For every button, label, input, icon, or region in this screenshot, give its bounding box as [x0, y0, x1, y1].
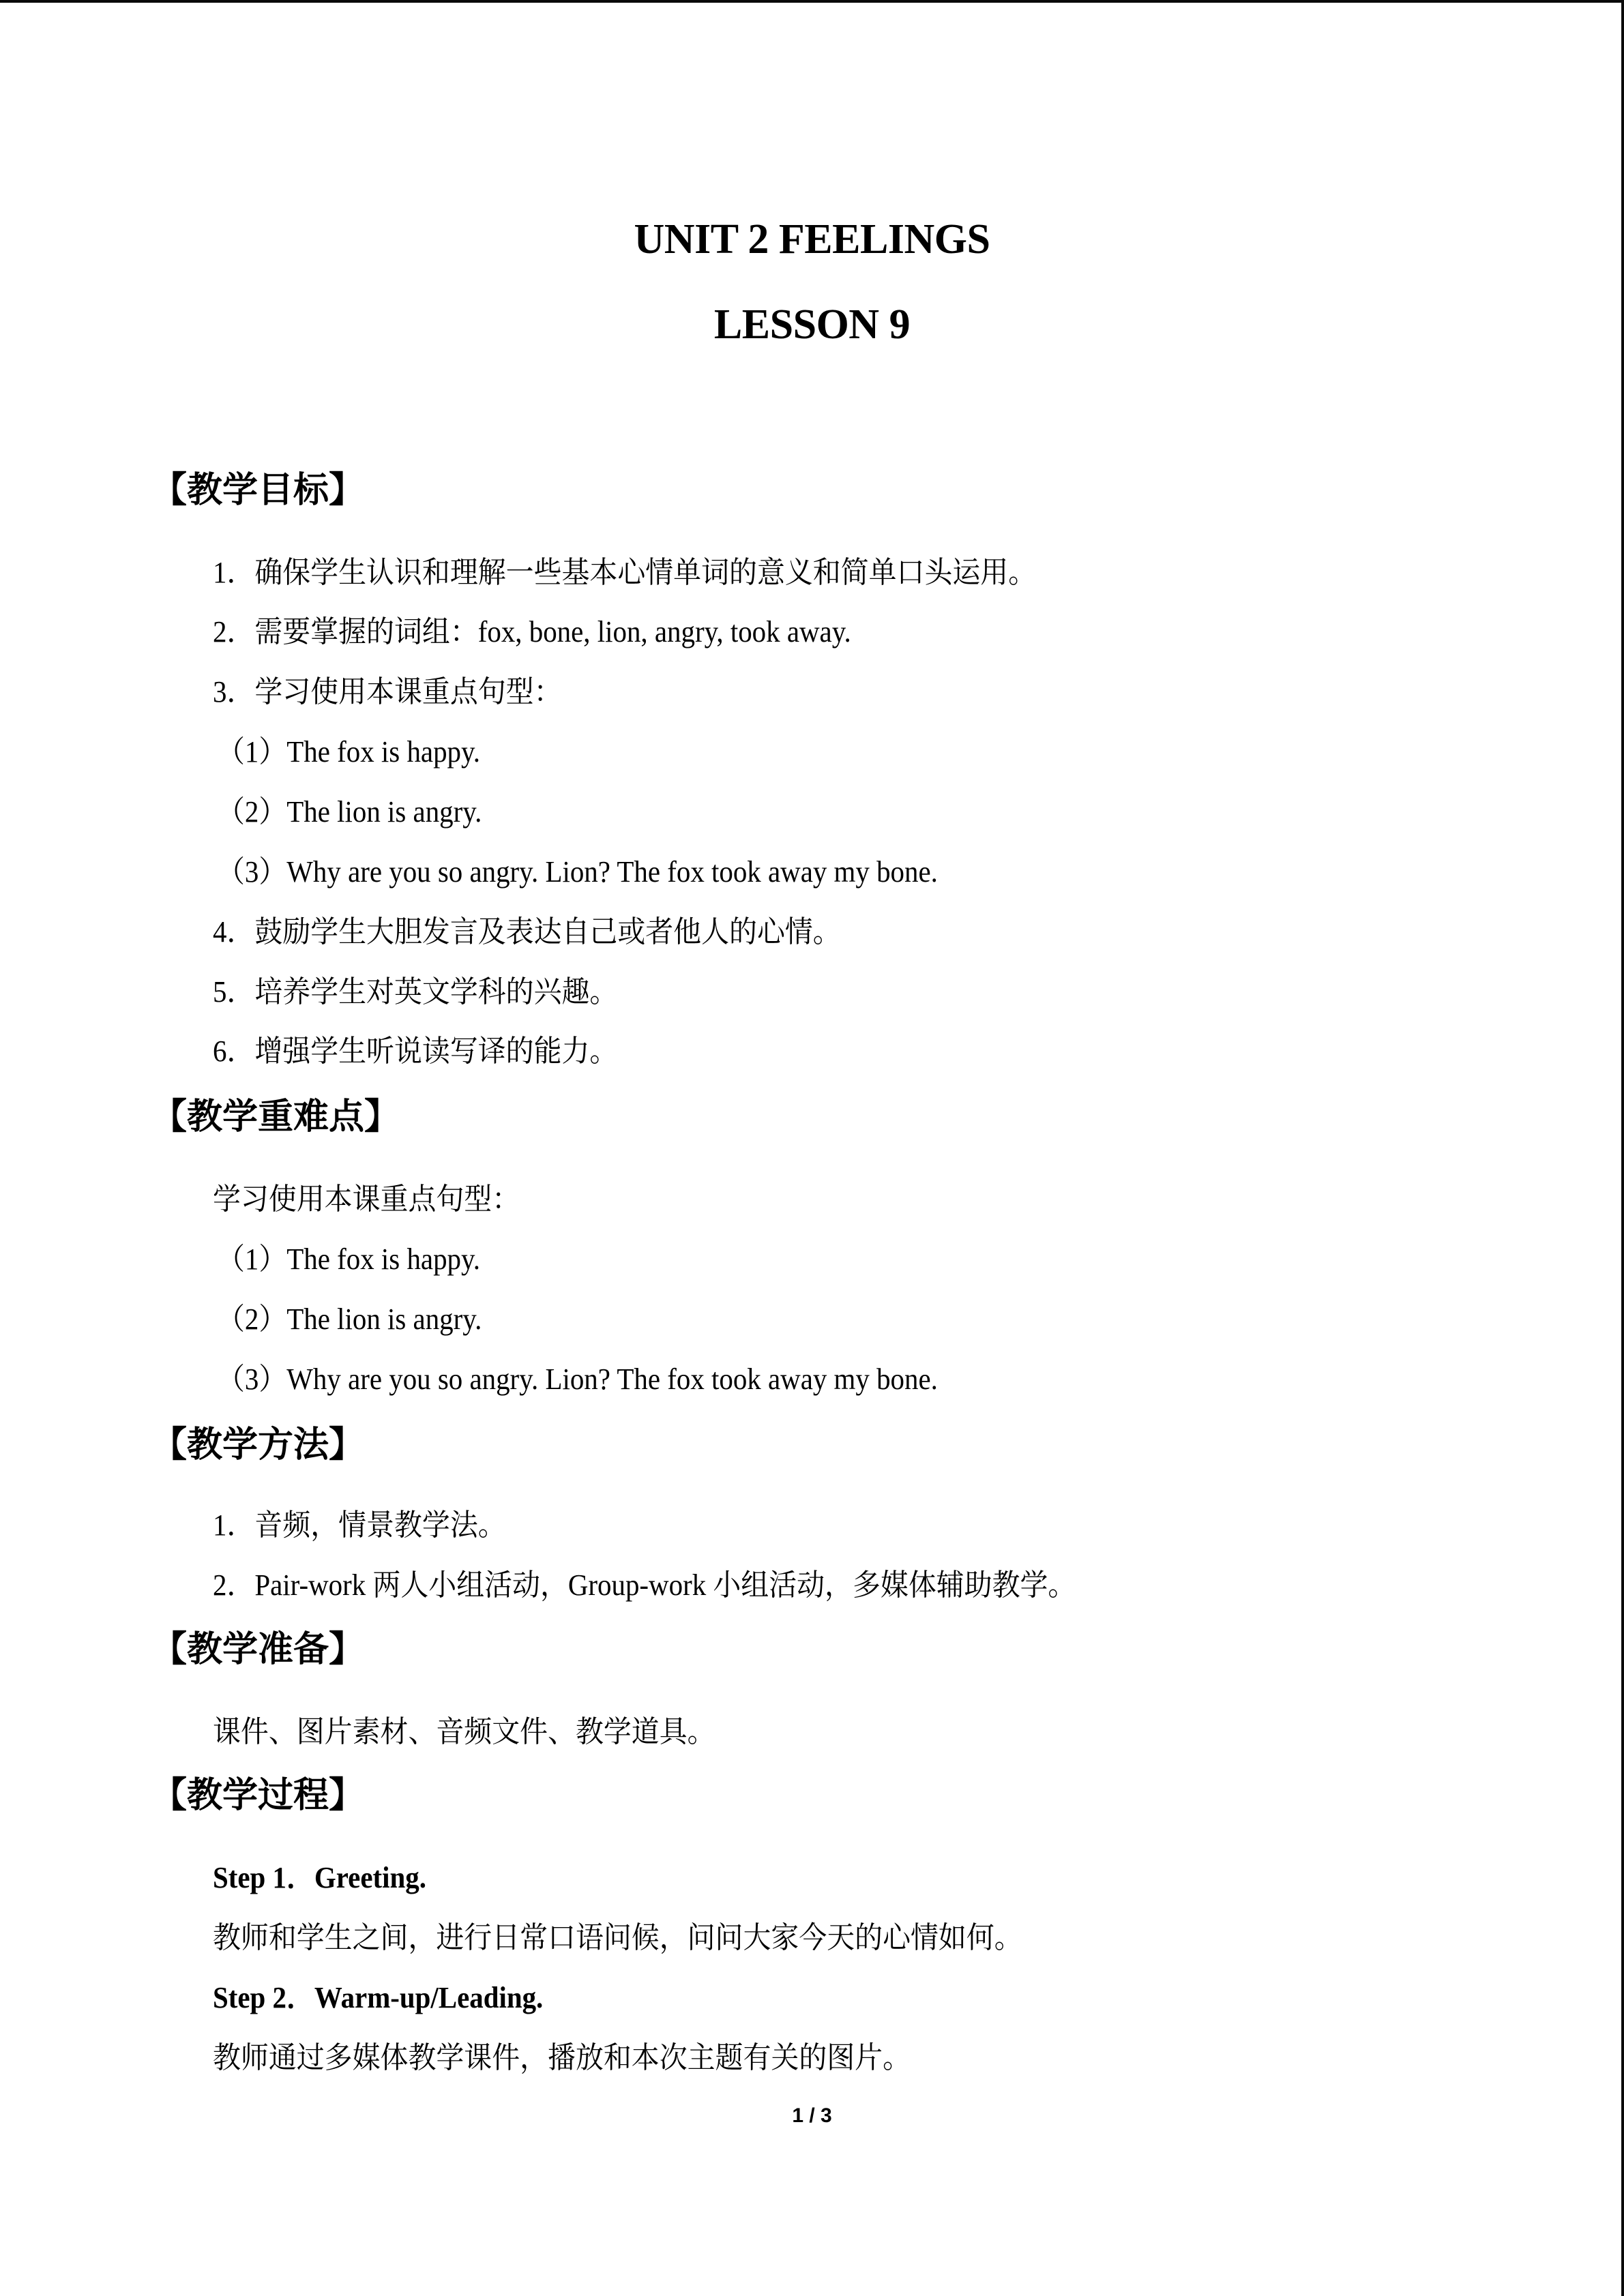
page-number: 1 / 3 — [792, 2104, 832, 2127]
section-heading-preparation: 【教学准备】 — [151, 1629, 365, 1670]
sentence-pattern-item: （3）Why are you so angry. Lion? The fox took away my bone. — [217, 855, 938, 889]
preparation-item: 课件、图片素材、音频文件、教学道具。 — [213, 1715, 715, 1748]
step-label: Step 2．Warm-up/Leading. — [213, 1981, 544, 2014]
step-description: 教师通过多媒体教学课件，播放和本次主题有关的图片。 — [213, 2041, 911, 2074]
section-heading-methods: 【教学方法】 — [151, 1425, 365, 1465]
objective-item: 3．学习使用本课重点句型： — [213, 675, 562, 709]
sentence-pattern-item: （3）Why are you so angry. Lion? The fox took away my bone. — [217, 1362, 938, 1396]
sentence-pattern-item: （2）The lion is angry. — [217, 795, 482, 829]
objective-item: 4．鼓励学生大胆发言及表达自己或者他人的心情。 — [213, 915, 841, 949]
step-description: 教师和学生之间，进行日常口语问候，问问大家今天的心情如何。 — [213, 1921, 1022, 1954]
objective-item: 6．增强学生听说读写译的能力。 — [213, 1034, 618, 1068]
section-heading-procedure: 【教学过程】 — [151, 1775, 365, 1816]
sentence-pattern-item: （1）The fox is happy. — [217, 1242, 481, 1276]
document-title: UNIT 2 FEELINGS — [634, 216, 990, 263]
sentence-pattern-item: （1）The fox is happy. — [217, 735, 481, 769]
section-heading-objectives: 【教学目标】 — [151, 470, 365, 511]
objective-item: 2．需要掌握的词组：fox, bone, lion, angry, took away. — [213, 615, 851, 648]
section-heading-key-points: 【教学重难点】 — [151, 1097, 400, 1137]
step-label: Step 1．Greeting. — [213, 1861, 426, 1894]
objective-item: 5．培养学生对英文学科的兴趣。 — [213, 975, 618, 1009]
method-item: 2．Pair-work 两人小组活动，Group-work 小组活动，多媒体辅助教学。 — [213, 1568, 1076, 1602]
method-item: 1．音频，情景教学法。 — [213, 1508, 506, 1542]
document-subtitle: LESSON 9 — [713, 301, 911, 348]
objective-item: 1．确保学生认识和理解一些基本心情单词的意义和简单口头运用。 — [213, 556, 1037, 589]
key-point-item: 学习使用本课重点句型： — [213, 1182, 520, 1216]
sentence-pattern-item: （2）The lion is angry. — [217, 1302, 482, 1336]
